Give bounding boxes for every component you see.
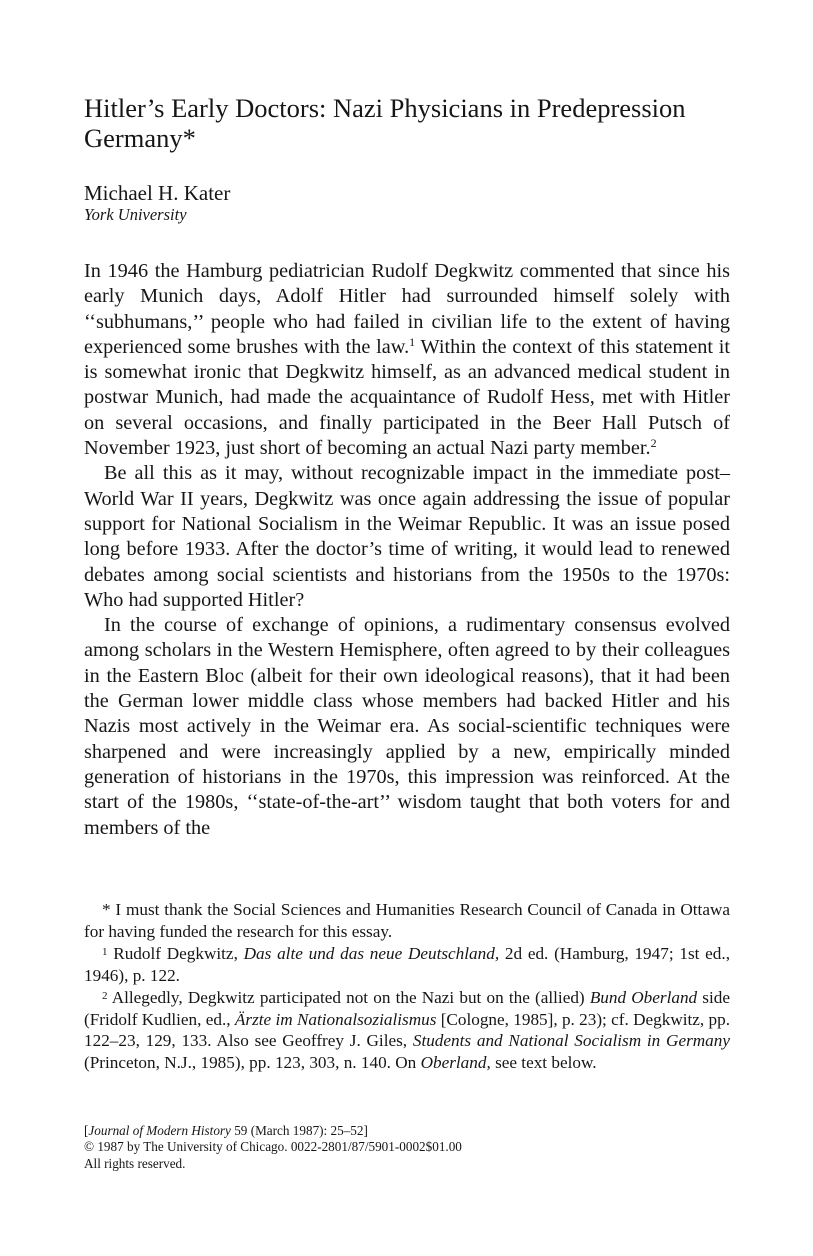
footnote-2-italic-3: Students and National Socialism in Germany bbox=[412, 1031, 730, 1051]
paragraph-1-text: In 1946 the Hamburg pediatrician Rudolf Degkwitz commented that since his early Munich days, Adolf Hitler had surrounded himself solely with ‘‘subhumans,’’ people who had failed in civilian life to the extent of having experienced some brushes with the law. bbox=[84, 260, 730, 358]
author-affiliation: York University bbox=[84, 205, 187, 224]
footnote-1 bbox=[84, 943, 730, 987]
author-name: Michael H. Kater bbox=[84, 181, 231, 205]
footnote-2 bbox=[84, 987, 730, 1075]
article-title: Hitler’s Early Doctors: Nazi Physicians in Predepression Germany* bbox=[84, 93, 686, 153]
footnote-2-italic-4: Oberland, bbox=[420, 1053, 491, 1073]
journal-name: Journal of Modern History bbox=[88, 1123, 231, 1138]
footnotes bbox=[84, 899, 730, 1074]
paragraph-3: In the course of exchange of opinions, a rudimentary consensus evolved among scholars in the Western Hemisphere, often agreed to by their colleagues in the Eastern Bloc (albeit for their own ideological reasons), that it had been the German lower middle class whose members had backed Hitler and his Nazis most actively in the Weimar era. As social-scientific techniques were sharpened and were increasingly applied by a new, empirically minded generation of historians in the 1970s, this impression was reinforced. At the start of the 1980s, ‘‘state-of-the-art’’ wisdom taught that both voters for and members of the bbox=[84, 614, 730, 839]
footnote-1-mark: 1 bbox=[102, 945, 108, 958]
citation-details: 59 (March 1987): 25–52] bbox=[230, 1123, 368, 1138]
footnote-1-title: Das alte und das neue Deutschland, bbox=[243, 943, 500, 963]
footnote-2-text-b: side (Fridolf Kudlien, ed., bbox=[84, 987, 730, 1029]
footnote-2-text-c: [Cologne, 1985], p. 23); cf. Degkwitz, pp. 122–23, 129, 133. Also see Geoffrey J. Giles, bbox=[84, 1009, 730, 1051]
paragraph-2: Be all this as it may, without recognizable impact in the immediate post–World War II years, Degkwitz was once again addressing the issue of popular support for National Socialism in the Weimar Republic. It was an issue posed long before 1933. After the doctor’s time of writing, it would lead to renewed debates among social scientists and historians from the 1950s to the 1970s: Who had supported Hitler? bbox=[84, 462, 730, 611]
paragraph-1-text-cont: Within the context of this statement it is somewhat ironic that Degkwitz himself, as an advanced medical student in postwar Munich, had made the acquaintance of Rudolf Hess, met with Hitler on several occasions, and finally participated in the Beer Hall Putsch of November 1923, just short of becoming an actual Nazi party member. bbox=[84, 335, 730, 460]
citation-line bbox=[84, 1123, 462, 1139]
footnote-star: * I must thank the Social Sciences and Humanities Research Council of Canada in Ottawa for having funded the research for this essay. bbox=[84, 900, 730, 941]
footnote-2-text-d: (Princeton, N.J., 1985), pp. 123, 303, n. 140. On bbox=[84, 1053, 421, 1073]
article-body bbox=[84, 259, 730, 841]
citation-block bbox=[84, 1123, 462, 1172]
footnote-1-text-end: 2d ed. (Hamburg, 1947; 1st ed., 1946), p. 122. bbox=[84, 943, 730, 985]
citation-bracket: [ bbox=[84, 1123, 89, 1138]
paragraph-1 bbox=[84, 259, 730, 461]
footnote-2-italic-2: Ärzte im Nationalsozialismus bbox=[234, 1009, 437, 1029]
footnote-1-text: Rudolf Degkwitz, bbox=[107, 943, 244, 963]
copyright-line: © 1987 by The University of Chicago. 0022-2801/87/5901-0002$01.00 bbox=[84, 1139, 462, 1155]
footnote-2-mark: 2 bbox=[102, 989, 108, 1002]
footnote-ref-2: 2 bbox=[650, 436, 657, 451]
footnote-2-text-a: Allegedly, Degkwitz participated not on the Nazi but on the (allied) bbox=[107, 987, 590, 1007]
rights-line: All rights reserved. bbox=[84, 1155, 186, 1171]
footnote-2-text-e: see text below. bbox=[490, 1053, 597, 1073]
footnote-2-italic-1: Bund Oberland bbox=[589, 987, 698, 1007]
footnote-ref-1: 1 bbox=[409, 334, 416, 349]
